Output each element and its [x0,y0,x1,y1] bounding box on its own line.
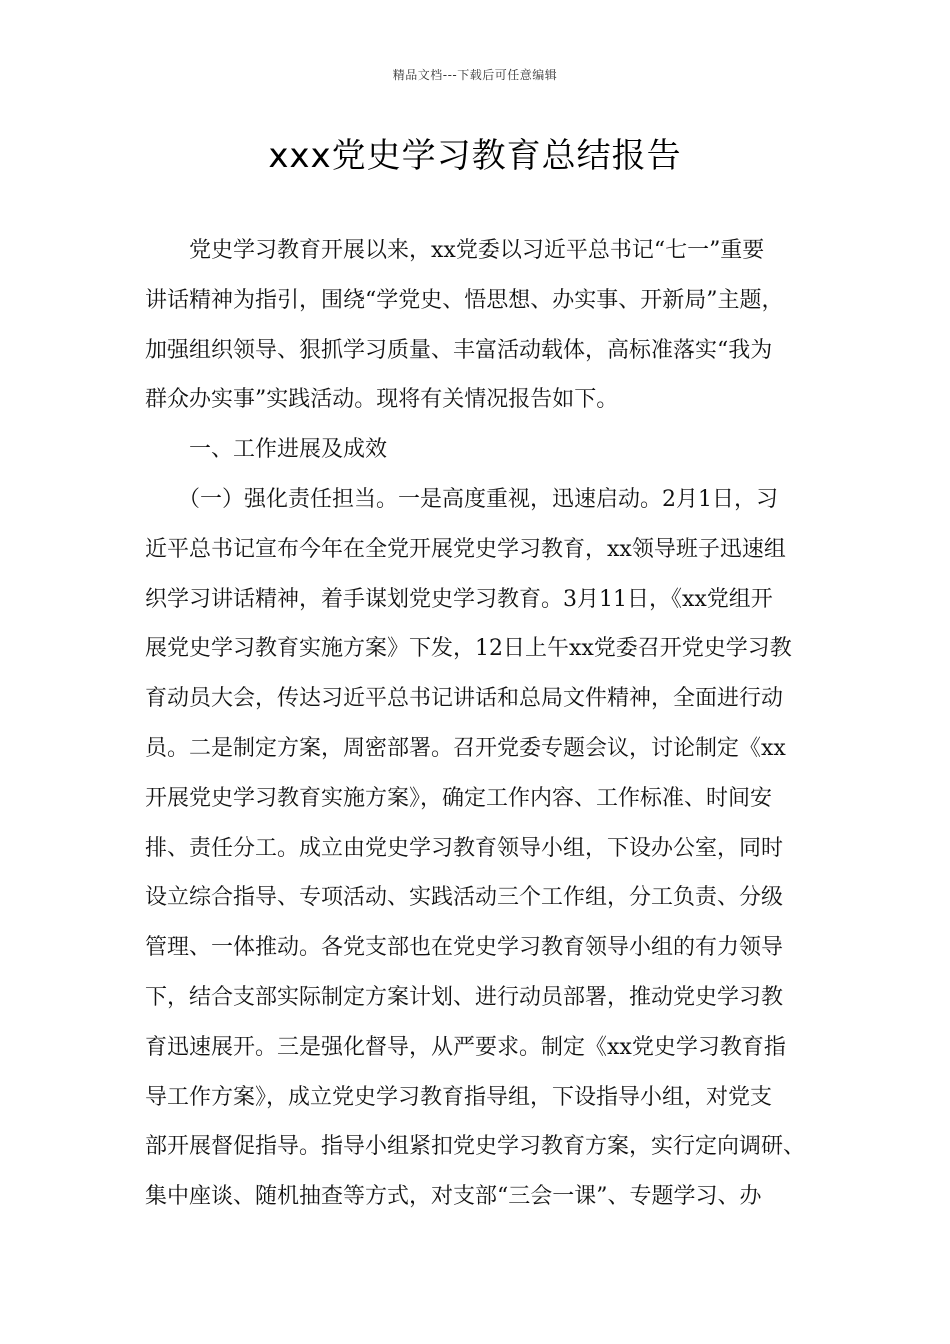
text-line: 展党史学习教育实施方案》下发，12日上午xx党委召开党史学习教 [145,636,792,662]
text-line: 加强组织领导、狠抓学习质量、丰富活动载体，高标准落实“我为 [145,337,773,363]
text-line: 集中座谈、随机抽查等方式，对支部“三会一课”、专题学习、办 [145,1184,762,1210]
text-line: 育迅速展开。三是强化督导，从严要求。制定《xx党史学习教育指 [145,1034,786,1060]
text-line: 群众办实事”实践活动。现将有关情况报告如下。 [145,387,619,413]
text-line: （一）强化责任担当。一是高度重视，迅速启动。2月1日，习 [145,486,778,512]
text-line: 员。二是制定方案，周密部署。召开党委专题会议，讨论制定《xx [145,735,786,761]
text-line: 设立综合指导、专项活动、实践活动三个工作组，分工负责、分级 [145,885,784,911]
text-line: 育动员大会，传达习近平总书记讲话和总局文件精神，全面进行动 [145,686,784,712]
text-line: 部开展督促指导。指导小组紧扣党史学习教育方案，实行定向调研、 [145,1134,806,1160]
text-line: 开展党史学习教育实施方案》，确定工作内容、工作标准、时间安 [145,785,773,811]
text-line: 织学习讲话精神，着手谋划党史学习教育。3月11日，《xx党组开 [145,586,773,612]
header-note: 精品文档---下载后可任意编辑 [392,68,558,82]
text-line: 讲话精神为指引，围绕“学党史、悟思想、办实事、开新局”主题， [145,287,784,313]
text-line: 党史学习教育开展以来，xx党委以习近平总书记“七一”重要 [145,238,765,263]
section-heading: 一、工作进展及成效 [145,437,388,463]
text-line: 管理、一体推动。各党支部也在党史学习教育领导小组的有力领导 [145,935,784,961]
text-line: 近平总书记宣布今年在全党开展党史学习教育，xx领导班子迅速组 [145,536,786,562]
document-title: xxx党史学习教育总结报告 [268,136,682,176]
body-text [145,226,825,1222]
text-line: 排、责任分工。成立由党史学习教育领导小组，下设办公室，同时 [145,835,784,861]
text-line: 下，结合支部实际制定方案计划、进行动员部署，推动党史学习教 [145,984,784,1010]
text-line: 导工作方案》，成立党史学习教育指导组，下设指导小组，对党支 [145,1084,773,1110]
